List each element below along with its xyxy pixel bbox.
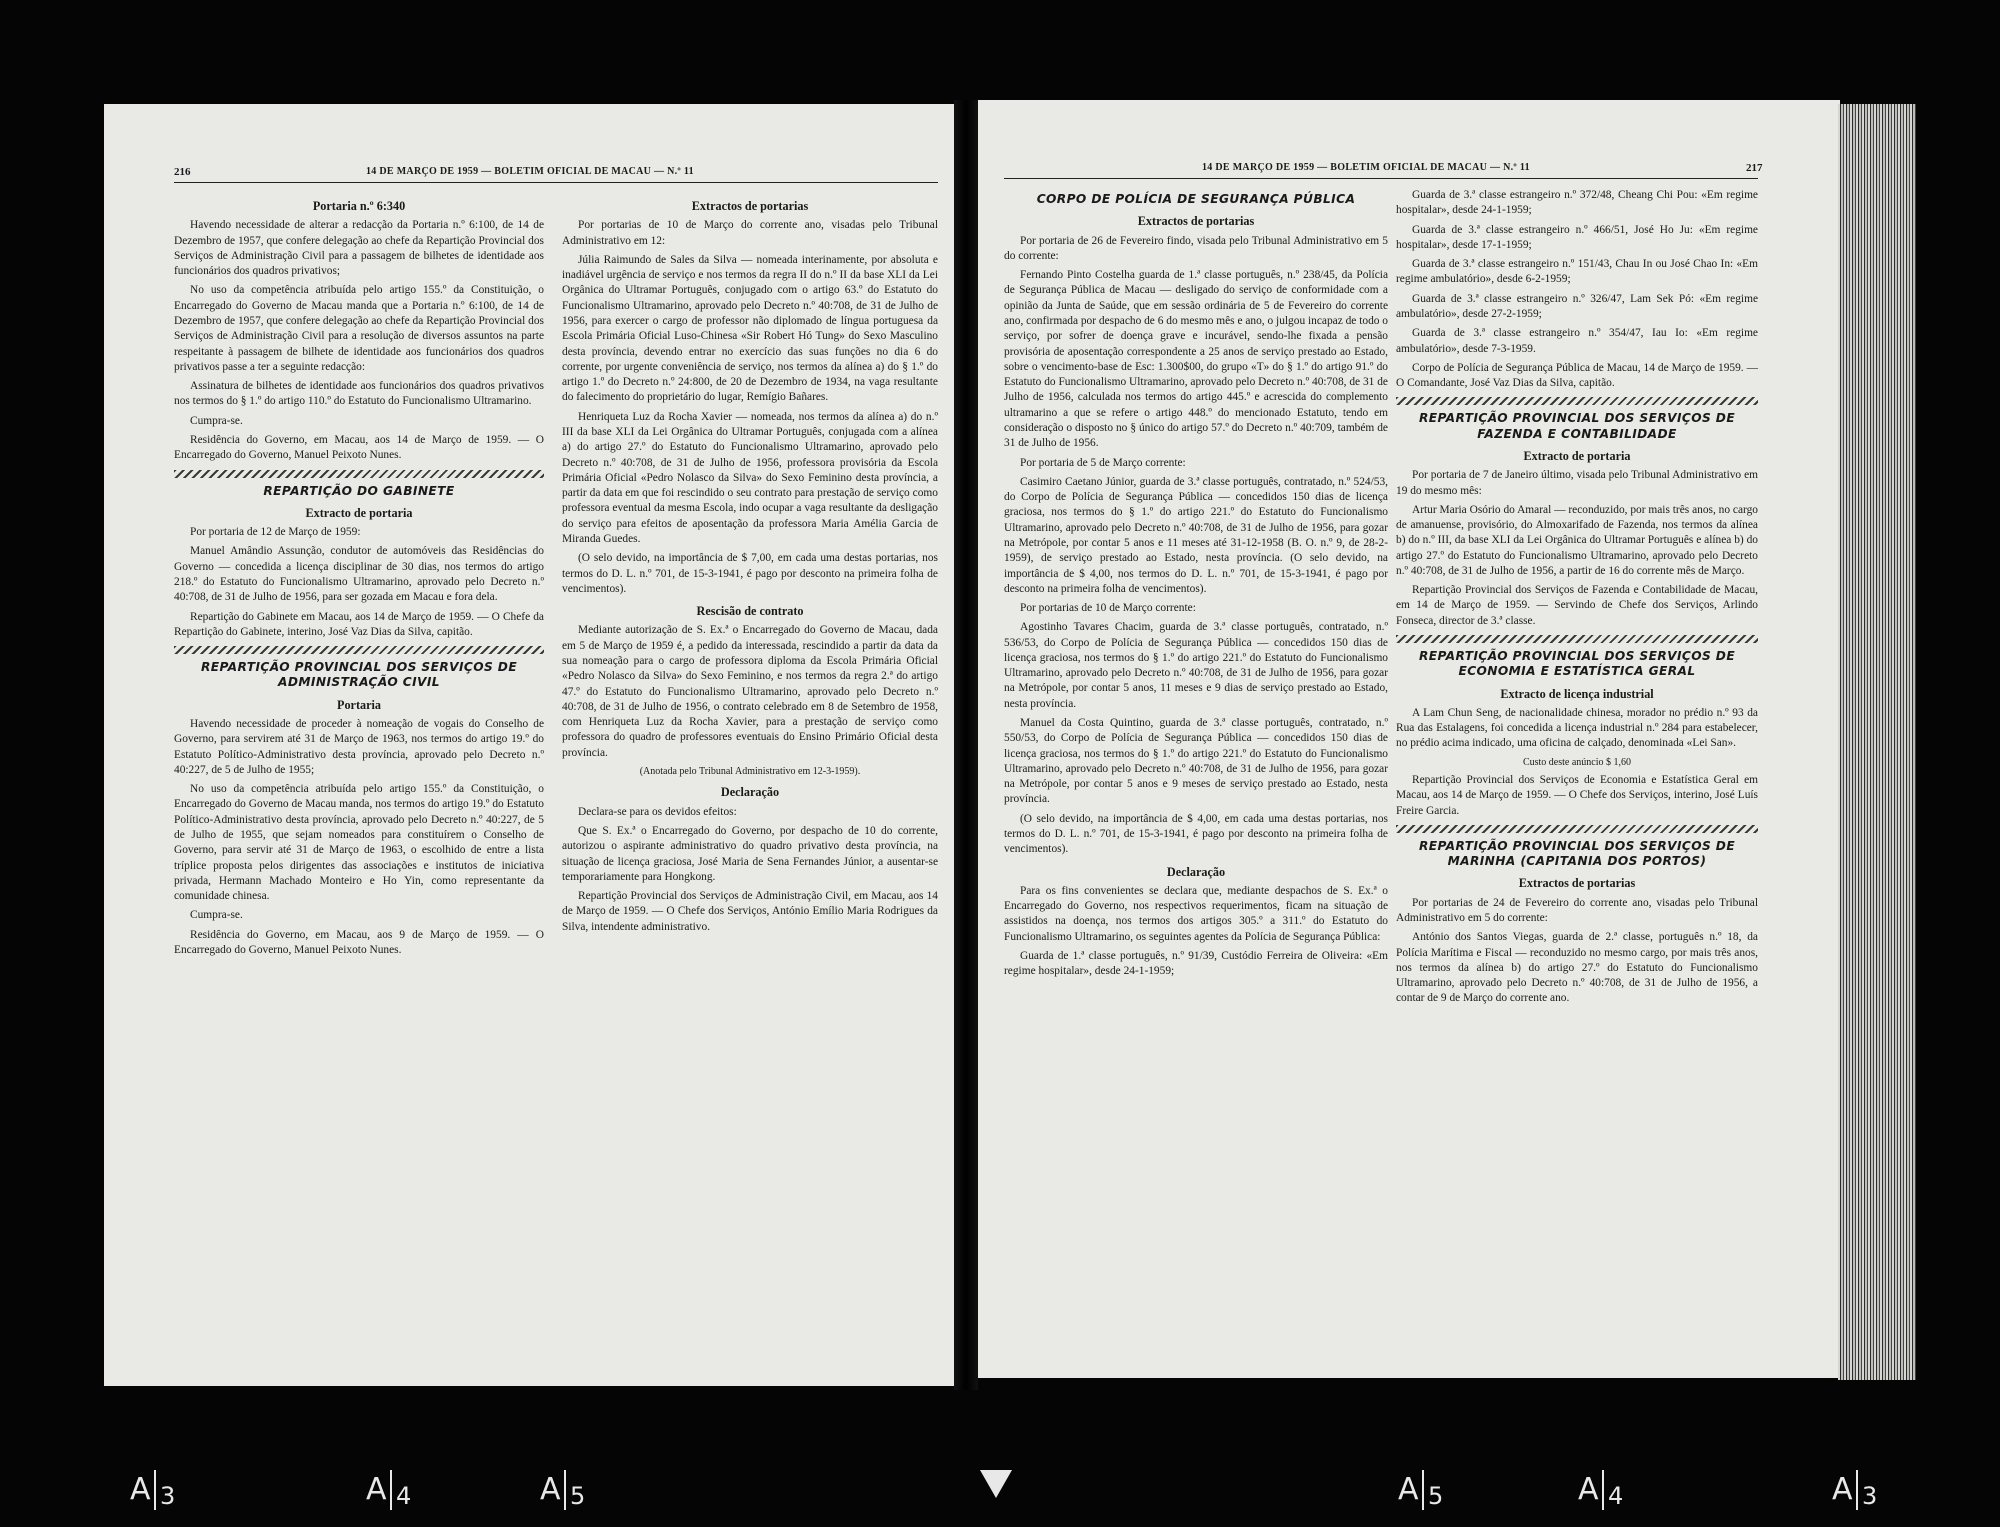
running-header: 14 DE MARÇO DE 1959 — BOLETIM OFICIAL DE MACAU — N.º 11 (1202, 162, 1530, 173)
section-title: Extractos de portarias (691, 199, 809, 213)
paragraph: Havendo necessidade de proceder à nomeação de vogais do Conselho de Governo, para servirem até 31 de Março de 1963, nos termos do artigo 19.º do Estatuto Político-Administrativo desta província, aprovado pelo Decreto n.º 40:227, de 5 de Julho de 1955; (174, 717, 544, 776)
frame-mark: 3 (160, 1482, 176, 1510)
paragraph: Manuel Amândio Assunção, condutor de automóveis das Residências do Governo — concedida a licença disciplinar de 30 dias, nos termos do artigo 218.º do Estatuto do Funcionalismo Ultramarino, aprovado pelo Decreto n.º 40:708, de 31 de Julho de 1956, para ser gozada em Macau e fora dela. (174, 545, 544, 604)
paragraph: Havendo necessidade de alterar a redacção da Portaria n.º 6:100, de 14 de Dezembro de 1957, que confere delegação ao chefe da Repartição Provincial dos Serviços de Administração Civil para a passagem de bilhetes de identidade aos funcionários dos quadros privativos; (174, 219, 544, 278)
frame-tick (154, 1470, 156, 1510)
frame-tick (1856, 1470, 1858, 1510)
running-header: 14 DE MARÇO DE 1959 — BOLETIM OFICIAL DE MACAU — N.º 11 (366, 166, 694, 177)
subsection-title: Extractos de portarias (1137, 214, 1255, 229)
paragraph: Por portarias de 24 de Fevereiro do corrente ano, visadas pelo Tribunal Administrativo em 5 do corrente: (1396, 896, 1758, 925)
paragraph: A Lam Chun Seng, de nacionalidade chinesa, morador no prédio n.º 93 da Rua das Estalagens, foi concedida a licença industrial n.º 284 para estabelecer, no prédio acima indicado, uma oficina de calçado, denominada «Lei San». (1396, 706, 1758, 750)
paragraph: Que S. Ex.ª o Encarregado do Governo, por despacho de 10 do corrente, autorizou o aspirante administrativo do quadro privativo desta província, na situação de licença graciosa, José Maria de Sena Fernandes Júnior, a ausentar-se temporariamente para Hongkong. (562, 824, 938, 883)
subsection-title: Extracto de portaria (1523, 448, 1631, 463)
paragraph: Guarda de 3.ª classe estrangeiro n.º 151/43, Chau In ou José Chao In: «Em regime ambulatório», desde 6-2-1959; (1396, 258, 1758, 286)
signature-paragraph: Residência do Governo, em Macau, aos 9 de Março de 1959. — O Encarregado do Governo, Manuel Peixoto Nunes. (174, 928, 544, 956)
frame-mark: 3 (1862, 1482, 1878, 1510)
paragraph: Por portarias de 10 de Março do corrente ano, visadas pelo Tribunal Administrativo em 12: (562, 219, 938, 247)
separator (174, 470, 544, 478)
header-rule (174, 182, 938, 183)
paragraph: Guarda de 1.ª classe português, n.º 91/39, Custódio Ferreira de Oliveira: «Em regime hospitalar», desde 24-1-1959; (1004, 950, 1388, 978)
page-number: 217 (1746, 162, 1763, 174)
subsection-title: Portaria (337, 697, 381, 712)
frame-mark: A (130, 1472, 151, 1507)
department-heading: REPARTIÇÃO PROVINCIAL DOS SERVIÇOS DE FAZENDA E CONTABILIDADE (1418, 411, 1736, 441)
signature-paragraph: Corpo de Polícia de Segurança Pública de Macau, 14 de Março de 1959. — O Comandante, José Vaz Dias da Silva, capitão. (1396, 361, 1758, 390)
paragraph: Guarda de 3.ª classe estrangeiro n.º 466/51, José Ho Ju: «Em regime hospitalar», desde 17-1-1959; (1396, 223, 1758, 251)
book-spine (954, 100, 978, 1390)
paragraph: António dos Santos Viegas, guarda de 2.ª classe, português n.º 18, da Polícia Marítima e Fiscal — reconduzido no mesmo cargo, por mais três anos, nos termos da alínea b) do artigo 27.º do Estatuto do Funcionalismo Ultramarino, aprovado pelo Decreto n.º 40:708, de 31 de Julho de 1956, a contar de 9 de Março do corrente ano. (1396, 931, 1758, 1005)
paragraph: (O selo devido, na importância de $ 4,00, em cada uma destas portarias, nos termos do D. L. n.º 701, de 15-3-1941, é pago por desconto na primeira folha de vencimentos). (1004, 812, 1388, 856)
page-stack-edge (1838, 104, 1916, 1380)
paragraph: Por portaria de 5 de Março corrente: (1020, 456, 1186, 469)
left-column-1 (174, 192, 544, 962)
frame-tick (1422, 1470, 1424, 1510)
right-page (978, 100, 1840, 1378)
paragraph: Declara-se para os devidos efeitos: (578, 805, 737, 818)
paragraph: Agostinho Tavares Chacim, guarda de 3.ª classe português, contratado, n.º 536/53, do Corpo de Polícia de Segurança Pública — concedidos 150 dias de licença graciosa, nos termos do § 1.º do artigo 221.º do Estatuto do Funcionalismo Ultramarino, aprovado pelo Decreto n.º 40:708, de 31 de Julho de 1956, para gozar na Metrópole, por contar 5 anos, 11 meses e 9 dias de serviço prestado ao Estado, nesta província. (1004, 621, 1388, 710)
paragraph: Por portarias de 10 de Março corrente: (1020, 602, 1196, 615)
paragraph: Por portaria de 26 de Fevereiro findo, visada pelo Tribunal Administrativo em 5 do corrente: (1004, 234, 1388, 262)
department-heading: REPARTIÇÃO PROVINCIAL DOS SERVIÇOS DE ECONOMIA E ESTATÍSTICA GERAL (1418, 649, 1736, 679)
paragraph: Por portaria de 12 de Março de 1959: (190, 526, 361, 539)
department-heading: REPARTIÇÃO PROVINCIAL DOS SERVIÇOS DE ADMINISTRAÇÃO CIVIL (200, 660, 518, 690)
signature-paragraph: Repartição Provincial dos Serviços de Economia e Estatística Geral em Macau, aos 14 de Março de 1959. — O Chefe dos Serviços, interino, José Luís Freire Garcia. (1396, 774, 1758, 817)
section-title: Rescisão de contrato (696, 604, 804, 619)
paragraph: Júlia Raimundo de Sales da Silva — nomeada interinamente, por absoluta e inadiável urgência de serviço e nos termos da regra II do n.º II da base XLI da Lei Orgânica do Ultramar Português, conjugado com o artigo 63.º do Estatuto do Funcionalismo Ultramarino, aprovado pelo Decreto n.º 40:708, de 31 de Julho de 1956, para exercer o cargo de professor não diplomado de língua portuguesa da Escola Primária Oficial Luso-Chinesa «Sir Robert Hó Tung» do Sexo Masculino desta província, devendo entrar no exercício das suas funções no dia 6 do corrente, por urgente conveniência de serviço, nos termos da alínea a) do § 1.º do artigo 1.º do Decreto n.º 24:800, de 20 de Dezembro de 1934, na vaga resultante do falecimento do proprietário do lugar, Remígio Bañares. (562, 253, 938, 404)
frame-mark: 5 (1428, 1482, 1444, 1510)
header-rule (1004, 178, 1758, 179)
separator (1396, 397, 1758, 405)
frame-tick (1602, 1470, 1604, 1510)
separator (1396, 635, 1758, 643)
frame-mark: A (540, 1472, 561, 1507)
frame-mark: 4 (396, 1482, 412, 1510)
paragraph: Manuel da Costa Quintino, guarda de 3.ª classe português, contratado, n.º 550/53, do Corpo de Polícia de Segurança Pública — concedidos 150 dias de licença graciosa, nos termos do § 1.º do artigo 221.º do Estatuto do Funcionalismo Ultramarino, aprovado pelo Decreto n.º 40:708, de 31 de Julho de 1956, para gozar na Metrópole, por contar 5 anos e 9 meses de serviço prestado ao Estado, nesta província. (1004, 717, 1388, 806)
department-heading: REPARTIÇÃO PROVINCIAL DOS SERVIÇOS DE MARINHA (CAPITANIA DOS PORTOS) (1418, 838, 1736, 869)
subsection-title: Extractos de portarias (1518, 876, 1636, 891)
paragraph: Cumpra-se. (190, 414, 243, 427)
section-title: Declaração (720, 785, 780, 800)
department-heading: CORPO DE POLÍCIA DE SEGURANÇA PÚBLICA (1036, 192, 1356, 206)
subsection-title: Extracto de portaria (305, 505, 413, 520)
frame-mark: A (366, 1472, 387, 1507)
right-column-2 (1396, 188, 1758, 1011)
paragraph: Casimiro Caetano Júnior, guarda de 3.ª classe português, contratado, n.º 524/53, do Corpo de Polícia de Segurança Pública — concedidos 150 dias de licença graciosa, nos termos do § 1.º do artigo 221.º do Estatuto do Funcionalismo Ultramarino, aprovado pelo Decreto n.º 40:708, de 31 de Julho de 1956, para gozar na Metrópole, por contar 5 anos e 11 meses até 31-12-1958 (B. O. n.º 9, de 28-2-1959), de serviço prestado ao Estado, nesta província. (O selo devido, na importância de $ 4,00, nos termos do D. L. n.º 701, de 15-3-1941, é pago por desconto na primeira folha de vencimentos). (1004, 475, 1388, 595)
separator (1396, 825, 1758, 833)
frame-mark: A (1398, 1472, 1419, 1507)
paragraph: Mediante autorização de S. Ex.ª o Encarregado do Governo de Macau, dada em 5 de Março de 1959 é, a pedido da interessada, rescindido a partir da data da sua nomeação para o cargo de professora diploma da Escola Primária Oficial «Pedro Nolasco da Silva» do Sexo Feminino, e nos termos da regra 2.ª do artigo 47.º do Estatuto do Funcionalismo Ultramarino, aprovado pelo Decreto n.º 40:708, de 31 de Julho de 1956, o contrato celebrado em 8 de Setembro de 1958, com Henriqueta Luz da Rocha Xavier, para a prestação de serviço como professora do quadro de professores eventuais do Ensino Primário Oficial desta província. (562, 624, 938, 759)
paragraph: Por portaria de 7 de Janeiro último, visada pelo Tribunal Administrativo em 19 do mesmo mês: (1396, 469, 1758, 497)
frame-mark: 5 (570, 1482, 586, 1510)
paragraph: Fernando Pinto Costelha guarda de 1.ª classe português, n.º 238/45, da Polícia de Segurança Pública de Macau — desligado do serviço de conformidade com a opinião da Junta de Saúde, que em sessão ordinária de 5 de Fevereiro do corrente ano, confirmada por despacho de 6 do mesmo mês e ano, o julgou incapaz de todo o serviço, por sofrer de doença grave e incurável, sendo-lhe fixada a pensão provisória de aposentação correspondente a 25 anos de serviço prestado ao Estado, sobre o vencimento-base de Esc: 1.300$00, do grupo «T» do § 1.º do artigo 91.º do Estatuto do Funcionalismo Ultramarino, aprovado pelo Decreto n.º 40:708, de 31 de Julho de 1956, calculada nos termos do artigo 445.º e acrescida do complemento ultramarino a que se refere o artigo 448.º do mencionado Estatuto, tendo em consideração o disposto no § único do artigo 57.º do Decreto n.º 40:709, também de 31 de Julho de 1956. (1004, 269, 1389, 450)
right-column-1 (1004, 188, 1388, 984)
paragraph: Henriqueta Luz da Rocha Xavier — nomeada, nos termos da alínea a) do n.º III da base XLI da Lei Orgânica do Ultramar Português, conjugada com a alínea a) do artigo 27.º do Estatuto do Funcionalismo Ultramarino, aprovado pelo Decreto n.º 40:708, de 31 de Julho de 1956, professora provisória da Escola Primária Oficial «Pedro Nolasco da Silva» do Sexo Feminino desta província, a partir da data em que foi rescindido o seu contrato para prestação de serviço como professora eventual da mesma Escola, indo ocupar a vaga resultante da desligação do serviço para efeitos de aposentação da professora Maria Amélia Garcia de Miranda Guedes. (562, 410, 938, 545)
paragraph: Assinatura de bilhetes de identidade aos funcionários dos quadros privativos nos termos do § 1.º do artigo 110.º do Estatuto do Funcionalismo Ultramarino. (174, 380, 544, 408)
signature-paragraph: Residência do Governo, em Macau, aos 14 de Março de 1959. — O Encarregado do Governo, Manuel Peixoto Nunes. (174, 434, 544, 462)
cost-note: Custo deste anúncio $ 1,60 (1522, 756, 1632, 768)
frame-tick (390, 1470, 392, 1510)
subsection-title: Extracto de licença industrial (1500, 686, 1654, 701)
paragraph: No uso da competência atribuída pelo artigo 155.º da Constituição, o Encarregado do Governo de Macau manda que a Portaria n.º 6:100, de 14 de Dezembro de 1957, que confere delegação ao chefe da Repartição Provincial dos Serviços de Administração Civil para a resolução de diversos assuntos na parte respeitante à passagem de bilhete de identidade aos funcionários dos quadros privativos passe a ter a seguinte redacção: (174, 284, 544, 373)
section-title: Declaração (1166, 864, 1226, 879)
left-page (104, 104, 954, 1386)
department-heading: REPARTIÇÃO DO GABINETE (263, 483, 455, 498)
paragraph: Para os fins convenientes se declara que, mediante despachos de S. Ex.ª o Encarregado do Governo, nos respectivos requerimentos, ficam na situação de assistidos na doença, nos termos dos artigos 305.º a 311.º do Estatuto do Funcionalismo Ultramarino, os seguintes agentes da Polícia de Segurança Pública: (1004, 884, 1388, 943)
frame-tick (564, 1470, 566, 1510)
signature-paragraph: Repartição do Gabinete em Macau, aos 14 de Março de 1959. — O Chefe da Repartição do Gabinete, interino, José Vaz Dias da Silva, capitão. (174, 610, 544, 638)
separator (174, 646, 544, 654)
paragraph: Guarda de 3.ª classe estrangeiro n.º 354/47, Iau Io: «Em regime ambulatório», desde 7-3-1959. (1396, 327, 1758, 355)
frame-mark: 4 (1608, 1482, 1624, 1510)
frame-mark: A (1832, 1472, 1853, 1507)
signature-paragraph: Repartição Provincial dos Serviços de Administração Civil, em Macau, aos 14 de Março de 1959. — O Chefe dos Serviços, António Emílio Maria Rodrigues da Silva, intendente administrativo. (562, 890, 938, 933)
paragraph: Guarda de 3.ª classe estrangeiro n.º 372/48, Cheang Chi Pou: «Em regime hospitalar», desde 24-1-1959; (1396, 189, 1758, 217)
paragraph: (O selo devido, na importância de $ 7,00, em cada uma destas portarias, nos termos do D. L. n.º 701, de 15-3-1941, é pago por desconto na primeira folha de vencimentos). (562, 552, 938, 595)
signature-paragraph: Repartição Provincial dos Serviços de Fazenda e Contabilidade de Macau, em 14 de Março de 1959. — Servindo de Chefe dos Serviços, Arlindo Fonseca, director de 3.ª classe. (1396, 584, 1758, 627)
section-title: Portaria n.º 6:340 (312, 199, 406, 213)
paragraph: Guarda de 3.ª classe estrangeiro n.º 326/47, Lam Sek Pó: «Em regime ambulatório», desde 27-2-1959; (1396, 292, 1758, 320)
left-column-2 (562, 192, 938, 939)
paragraph: Artur Maria Osório do Amaral — reconduzido, por mais três anos, no cargo de amanuense, provisório, do Almoxarifado de Fazenda, nos termos da alínea b) do n.º III, da base XLI da Lei Orgânica do Ultramar Português e alínea b) do artigo 27.º do Estatuto do Funcionalismo Ultramarino, aprovado pelo Decreto n.º 40:708, de 31 de Julho de 1956, a partir de 16 do corrente mês de Março. (1396, 503, 1758, 577)
frame-mark: A (1578, 1472, 1599, 1507)
paragraph: No uso da competência atribuída pelo artigo 155.º da Constituição, o Encarregado do Governo de Macau manda, nos termos do artigo 19.º do Estatuto Político-Administrativo desta província, aprovado pelo Decreto n.º 40:227, de 5 de Julho de 1955, que sejam nomeados para constituírem o Conselho de Governo, para servir até 31 de Março de 1963, o escolhido de entre a lista tríplice proposta pelos dirigentes das associações e institutos de iniciativa privada, Hermann Machado Monteiro e Ho Yin, como representante da comunidade chinesa. (174, 783, 544, 903)
paragraph: Cumpra-se. (190, 909, 243, 922)
page-number: 216 (174, 166, 191, 178)
frame-notch (980, 1470, 1012, 1498)
annotation: (Anotada pelo Tribunal Administrativo em 12-3-1959). (639, 765, 861, 777)
